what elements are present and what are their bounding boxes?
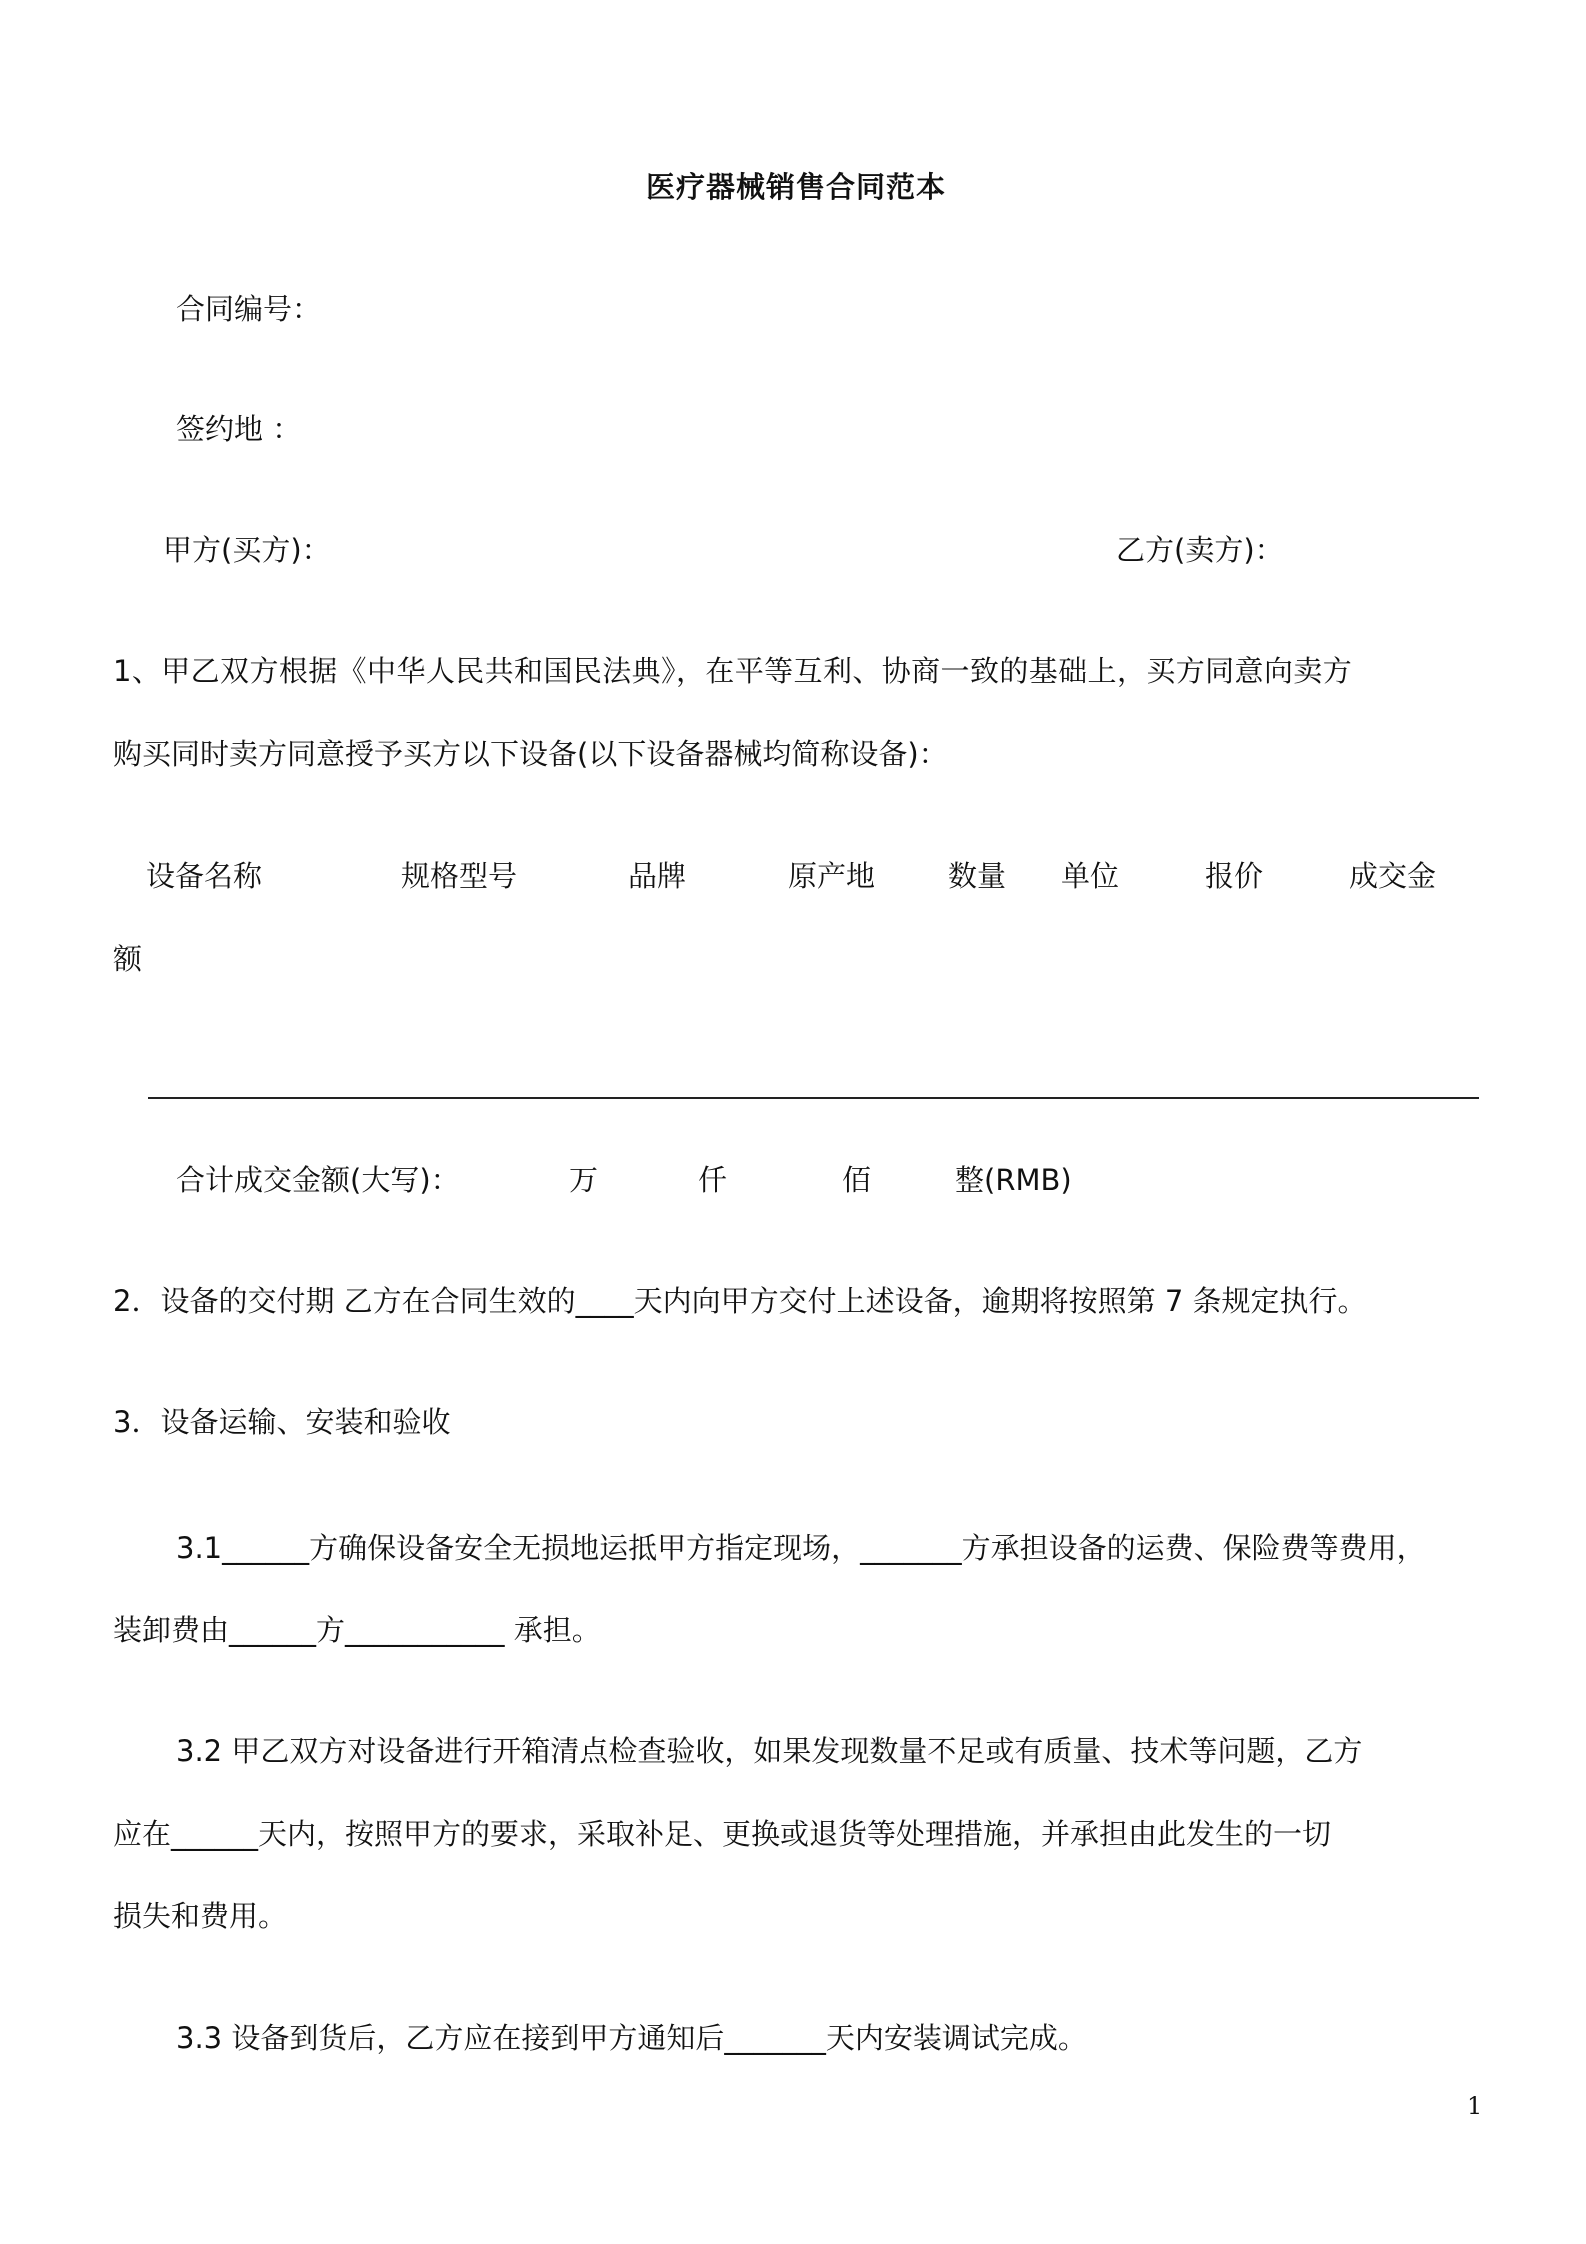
clause-3-2-line-1: 3.2 甲乙双方对设备进行开箱清点检查验收，如果发现数量不足或有质量、技术等问题，乙方 (176, 1734, 1363, 1768)
contract-number-label: 合同编号： (176, 292, 322, 326)
clause-1-line-2: 购买同时卖方同意授予买方以下设备(以下设备器械均简称设备)： (113, 737, 948, 771)
clause-3-1-line-2: 装卸费由______方___________ 承担。 (113, 1613, 601, 1647)
clause-2: 2．设备的交付期 乙方在合同生效的____天内向甲方交付上述设备，逾期将按照第 7 条规定执行。 (113, 1284, 1367, 1318)
clause-1-line-1: 1、甲乙双方根据《中华人民共和国民法典》，在平等互利、协商一致的基础上，买方同意向卖方 (113, 654, 1353, 688)
table-header-quantity: 数量 (948, 859, 1007, 893)
clause-3-heading: 3．设备运输、安装和验收 (113, 1405, 451, 1439)
clause-3-2-line-2: 应在______天内，按照甲方的要求，采取补足、更换或退货等处理措施，并承担由此发生的一切 (113, 1817, 1332, 1851)
clause-3-3: 3.3 设备到货后，乙方应在接到甲方通知后_______天内安装调试完成。 (176, 2021, 1087, 2055)
total-amount-label: 合计成交金额(大写)： (176, 1163, 460, 1197)
table-header-unit: 单位 (1061, 859, 1120, 893)
table-header-brand: 品牌 (628, 859, 687, 893)
table-header-amount-wrap: 额 (113, 942, 143, 976)
signing-place-label: 签约地 ： (176, 412, 302, 446)
table-header-model: 规格型号 (401, 859, 518, 893)
total-unit-wan: 万 (569, 1163, 599, 1197)
page-number: 1 (1467, 2092, 1483, 2120)
clause-3-1-line-1: 3.1______方确保设备安全无损地运抵甲方指定现场，_______方承担设备的运费、保险费等费用， (176, 1531, 1426, 1565)
total-unit-zheng: 整(RMB) (955, 1163, 1072, 1197)
table-header-amount: 成交金 (1349, 859, 1437, 893)
table-header-origin: 原产地 (788, 859, 876, 893)
party-b-label: 乙方(卖方)： (1116, 533, 1284, 567)
table-header-equipment-name: 设备名称 (146, 859, 263, 893)
document-title: 医疗器械销售合同范本 (646, 170, 947, 204)
total-unit-bai: 佰 (842, 1163, 872, 1197)
clause-3-2-line-3: 损失和费用。 (113, 1899, 288, 1933)
total-unit-qian: 仟 (698, 1163, 728, 1197)
table-header-quote: 报价 (1205, 859, 1264, 893)
table-divider-line (148, 1097, 1479, 1099)
party-a-label: 甲方(买方)： (163, 533, 331, 567)
